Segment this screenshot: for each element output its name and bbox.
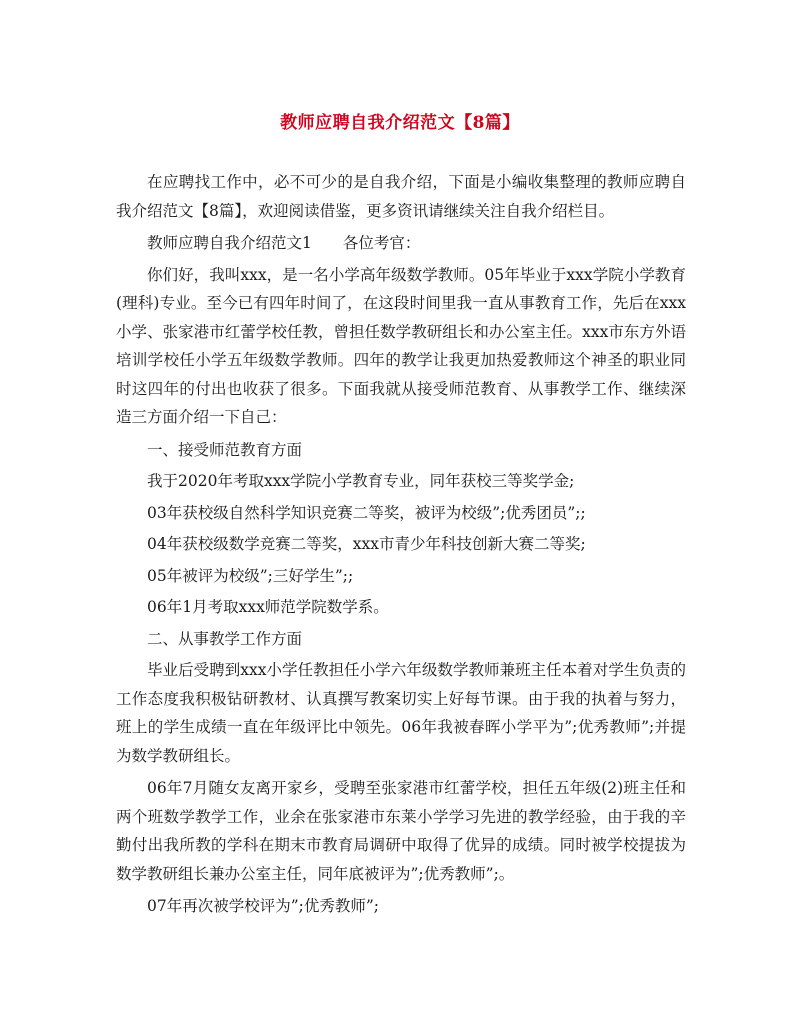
- list-item: 04年获校级数学竞赛二等奖，xxx市青少年科技创新大赛二等奖;: [147, 535, 586, 553]
- section-heading-teaching: 二、从事教学工作方面: [147, 629, 303, 648]
- paragraph-heading-sample1: 教师应聘自我介绍范文1 各位考官：: [147, 234, 421, 252]
- section-heading-education: 一、接受师范教育方面: [147, 440, 303, 459]
- list-item: 我于2020年考取xxx学院小学教育专业，同年获校三等奖学金;: [147, 472, 575, 490]
- paragraph-intro: 在应聘找工作中，必不可少的是自我介绍，下面是小编收集整理的教师应聘自我介绍范文【8篇】，欢迎阅读借鉴，更多资讯请继续关注自我介绍栏目。: [116, 173, 686, 220]
- document-title: 教师应聘自我介绍范文【8篇】: [280, 113, 520, 133]
- list-item: 03年获校级自然科学知识竞赛二等奖，被评为校级”;优秀团员”;;: [147, 503, 586, 522]
- paragraph-teaching-1: 毕业后受聘到xxx小学任教担任小学六年级数学教师兼班主任本着对学生负责的工作态度我积极钻研教材、认真撰写教案切实上好每节课。由于我的执着与努力，班上的学生成绩一直在年级评比中领先。06年我被春晖小学平为”;优秀教师”;并提为数学教研组长。: [116, 661, 686, 765]
- list-item: 06年1月考取xxx师范学院数学系。: [147, 598, 389, 616]
- paragraph-greeting: 你们好，我叫xxx，是一名小学高年级数学教师。05年毕业于xxx学院小学教育(理科)专业。至今已有四年时间了，在这段时间里我一直从事教育工作，先后在xxx小学、张家港市红蕾学校任教，曾担任数学教研组长和办公室主任。xxx市东方外语培训学校任小学五年级数学教师。四年的教学让我更加热爱教师这个神圣的职业同时这四年的付出也收获了很多。下面我就从接受师范教育、从事教学工作、继续深造三方面介绍一下自己：: [116, 265, 686, 426]
- paragraph-teaching-2: 06年7月随女友离开家乡，受聘至张家港市红蕾学校，担任五年级(2)班主任和两个班数学教学工作，业余在张家港市东莱小学学习先进的教学经验，由于我的辛勤付出我所教的学科在期末市教育局调研中取得了优异的成绩。同时被学校提拔为数学教研组长兼办公室主任，同年底被评为”;优秀教师”;。: [116, 779, 686, 883]
- document-body: [116, 168, 686, 925]
- list-item: 05年被评为校级”;三好学生”;;: [147, 566, 354, 585]
- paragraph-teaching-3: 07年再次被学校评为”;优秀教师”;: [147, 897, 380, 915]
